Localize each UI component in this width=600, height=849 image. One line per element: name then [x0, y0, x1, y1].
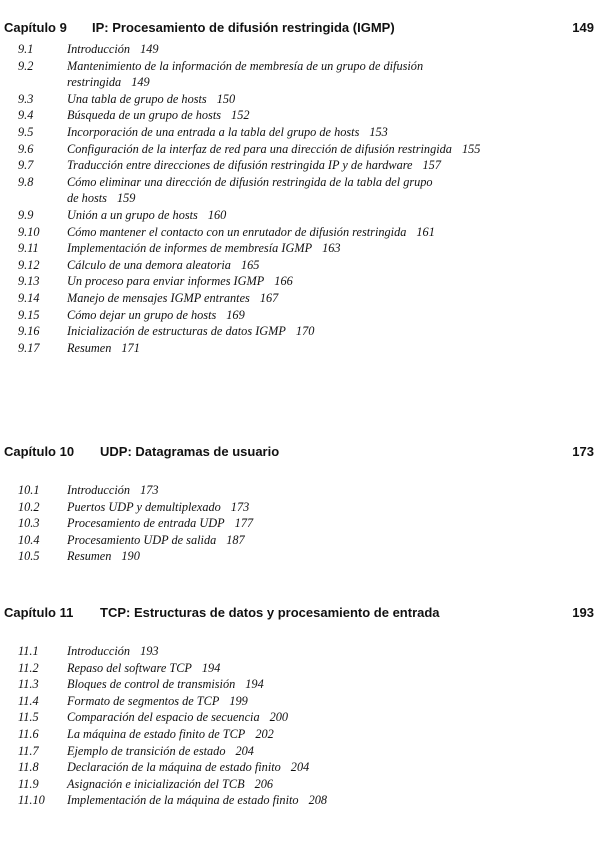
toc-entry[interactable] — [0, 157, 600, 174]
chapter-9 — [0, 20, 600, 356]
toc-entry[interactable] — [0, 693, 600, 710]
toc-entry[interactable] — [0, 482, 600, 499]
section-page: 194 — [245, 677, 264, 692]
toc-entry[interactable] — [0, 107, 600, 124]
chapter-number: Capítulo 10 — [4, 444, 75, 459]
section-title: Implementación de informes de membresía IGMP — [67, 241, 313, 256]
toc-entry[interactable] — [0, 240, 600, 257]
chapter-heading — [0, 444, 600, 464]
section-title: Resumen — [67, 549, 112, 564]
toc-entry[interactable] — [0, 643, 600, 660]
section-number: 11.7 — [18, 743, 39, 758]
section-number: 9.15 — [18, 307, 40, 322]
toc-entry[interactable] — [0, 776, 600, 793]
section-title: Declaración de la máquina de estado finito — [67, 760, 281, 775]
toc-entry[interactable] — [0, 91, 600, 108]
toc-entry[interactable] — [0, 759, 600, 776]
section-number: 11.8 — [18, 760, 39, 775]
section-title: Manejo de mensajes IGMP entrantes — [67, 290, 250, 305]
section-title: Unión a un grupo de hosts — [67, 207, 198, 222]
section-number: 9.17 — [18, 340, 40, 355]
toc-entry[interactable] — [0, 792, 600, 809]
section-title: Configuración de la interfaz de red para una dirección de difusión restringida — [67, 141, 452, 156]
section-page: 200 — [269, 710, 289, 725]
section-title: Introducción — [67, 483, 131, 497]
section-page: 204 — [235, 743, 254, 758]
chapter-title: TCP: Estructuras de datos y procesamiento de entrada — [100, 605, 440, 620]
toc-entry[interactable] — [0, 726, 600, 743]
section-page: 149 — [131, 75, 150, 90]
section-page: 153 — [369, 124, 388, 139]
chapter-title: IP: Procesamiento de difusión restringida (IGMP) — [92, 20, 395, 35]
section-number: 9.9 — [18, 207, 34, 222]
chapter-number: Capítulo 9 — [4, 20, 67, 35]
section-page: 187 — [226, 532, 245, 547]
section-page: 199 — [229, 693, 248, 708]
section-title: Cómo mantener el contacto con un enrutador de difusión restringida — [67, 224, 407, 239]
section-title: La máquina de estado finito de TCP — [67, 726, 246, 741]
section-title: Una tabla de grupo de hosts — [67, 91, 207, 106]
section-title: Repaso del software TCP — [67, 660, 192, 675]
section-number: 11.9 — [18, 776, 39, 791]
section-number: 10.2 — [18, 499, 40, 514]
section-number: 9.16 — [18, 324, 40, 339]
section-number: 9.2 — [18, 58, 34, 73]
section-page: 167 — [259, 290, 279, 305]
section-title: Formato de segmentos de TCP — [67, 693, 220, 708]
chapter-number: Capítulo 11 — [4, 605, 74, 620]
section-title: Cómo eliminar una dirección de difusión restringida de la tabla del grupo — [67, 174, 433, 189]
section-page: 171 — [121, 340, 140, 355]
section-page: 169 — [226, 307, 245, 322]
section-number: 9.12 — [18, 257, 40, 272]
section-number: 9.3 — [18, 91, 34, 106]
chapter-heading — [0, 605, 600, 625]
section-title: Cálculo de una demora aleatoria — [67, 257, 231, 272]
toc-entry[interactable] — [0, 290, 600, 307]
section-number: 9.1 — [18, 42, 34, 56]
section-page: 208 — [308, 793, 328, 808]
section-number: 10.1 — [18, 483, 40, 497]
section-page: 202 — [255, 726, 274, 741]
section-number: 10.5 — [18, 549, 40, 564]
section-number: 11.1 — [18, 644, 39, 658]
section-title: Mantenimiento de la información de membresía de un grupo de difusión — [67, 58, 424, 73]
toc-entry[interactable] — [0, 224, 600, 241]
section-page: 163 — [322, 241, 341, 256]
chapter-heading — [0, 20, 600, 40]
toc-entry[interactable] — [0, 323, 600, 340]
section-page: 177 — [234, 516, 254, 531]
toc-entry[interactable] — [0, 307, 600, 324]
toc-entry[interactable] — [0, 515, 600, 532]
section-page: 190 — [121, 549, 140, 564]
section-number: 10.4 — [18, 532, 40, 547]
toc-entry[interactable] — [0, 709, 600, 726]
section-number: 9.4 — [18, 108, 34, 123]
section-title: Implementación de la máquina de estado finito — [67, 793, 299, 808]
section-number: 11.4 — [18, 693, 39, 708]
section-page: 206 — [254, 776, 274, 791]
toc-entry[interactable] — [0, 340, 600, 357]
section-number: 9.6 — [18, 141, 34, 156]
toc-entry[interactable] — [0, 273, 600, 290]
section-page: 161 — [416, 224, 435, 239]
section-title: Procesamiento UDP de salida — [67, 532, 217, 547]
section-number: 9.10 — [18, 224, 40, 239]
toc-entry[interactable] — [0, 532, 600, 549]
section-page: 166 — [274, 274, 293, 289]
section-number: 11.2 — [18, 660, 39, 675]
section-number: 9.8 — [18, 174, 34, 189]
section-number: 11.3 — [18, 677, 39, 692]
section-number: 11.6 — [18, 726, 39, 741]
section-list — [0, 643, 600, 809]
toc-entry[interactable] — [0, 743, 600, 760]
section-title: Cómo dejar un grupo de hosts — [67, 307, 217, 322]
section-title: Incorporación de una entrada a la tabla del grupo de hosts — [67, 124, 360, 139]
toc-entry[interactable] — [0, 548, 600, 565]
section-title: Ejemplo de transición de estado — [67, 743, 226, 758]
section-page: 173 — [230, 499, 250, 514]
chapter-page-number: 173 — [572, 444, 594, 459]
section-title: Puertos UDP y demultiplexado — [67, 499, 221, 514]
section-number: 9.7 — [18, 158, 34, 173]
chapter-title: UDP: Datagramas de usuario — [100, 444, 280, 459]
section-title: Bloques de control de transmisión — [67, 677, 236, 692]
toc-entry[interactable] — [0, 257, 600, 274]
section-number: 9.5 — [18, 124, 34, 139]
toc-entry[interactable] — [0, 124, 600, 141]
section-title-continued: de hosts — [67, 191, 107, 206]
section-title: Un proceso para enviar informes IGMP — [67, 274, 265, 289]
section-number: 9.13 — [18, 274, 40, 289]
section-number: 9.11 — [18, 241, 39, 256]
chapter-10 — [0, 444, 600, 565]
section-title: Asignación e inicialización del TCB — [67, 776, 245, 791]
section-page: 160 — [207, 207, 227, 222]
section-page: 170 — [295, 324, 315, 339]
section-title: Búsqueda de un grupo de hosts — [67, 108, 222, 123]
section-page: 155 — [461, 141, 481, 156]
toc-entry[interactable] — [0, 207, 600, 224]
section-number: 10.3 — [18, 516, 40, 531]
toc-entry[interactable] — [0, 660, 600, 677]
toc-entry[interactable] — [0, 676, 600, 693]
section-list — [0, 41, 600, 356]
section-number: 9.14 — [18, 290, 40, 305]
toc-entry[interactable] — [0, 499, 600, 516]
section-title: Introducción — [67, 42, 131, 56]
section-page: 165 — [240, 257, 260, 272]
section-title: Comparación del espacio de secuencia — [67, 710, 260, 725]
section-page: 149 — [140, 42, 159, 56]
section-list — [0, 482, 600, 565]
section-page: 152 — [231, 108, 250, 123]
section-page: 193 — [140, 644, 159, 658]
section-title: Inicialización de estructuras de datos IGMP — [67, 324, 286, 339]
section-number: 11.10 — [18, 793, 45, 808]
section-page: 194 — [201, 660, 221, 675]
section-page: 159 — [116, 191, 136, 206]
toc-entry[interactable] — [0, 58, 600, 91]
section-title: Procesamiento de entrada UDP — [67, 516, 225, 531]
section-page: 204 — [290, 760, 310, 775]
toc-entry[interactable] — [0, 141, 600, 158]
chapter-page-number: 193 — [572, 605, 594, 620]
section-title: Introducción — [67, 644, 131, 658]
section-title: Resumen — [67, 340, 112, 355]
section-title: Traducción entre direcciones de difusión restringida IP y de hardware — [67, 158, 413, 173]
chapter-page-number: 149 — [572, 20, 594, 35]
section-page: 173 — [140, 483, 159, 497]
chapter-11 — [0, 605, 600, 809]
toc-entry[interactable] — [0, 174, 600, 207]
section-page: 150 — [216, 91, 236, 106]
section-number: 11.5 — [18, 710, 39, 725]
section-title-continued: restringida — [67, 75, 122, 90]
section-page: 157 — [422, 158, 441, 173]
toc-entry[interactable] — [0, 41, 600, 58]
